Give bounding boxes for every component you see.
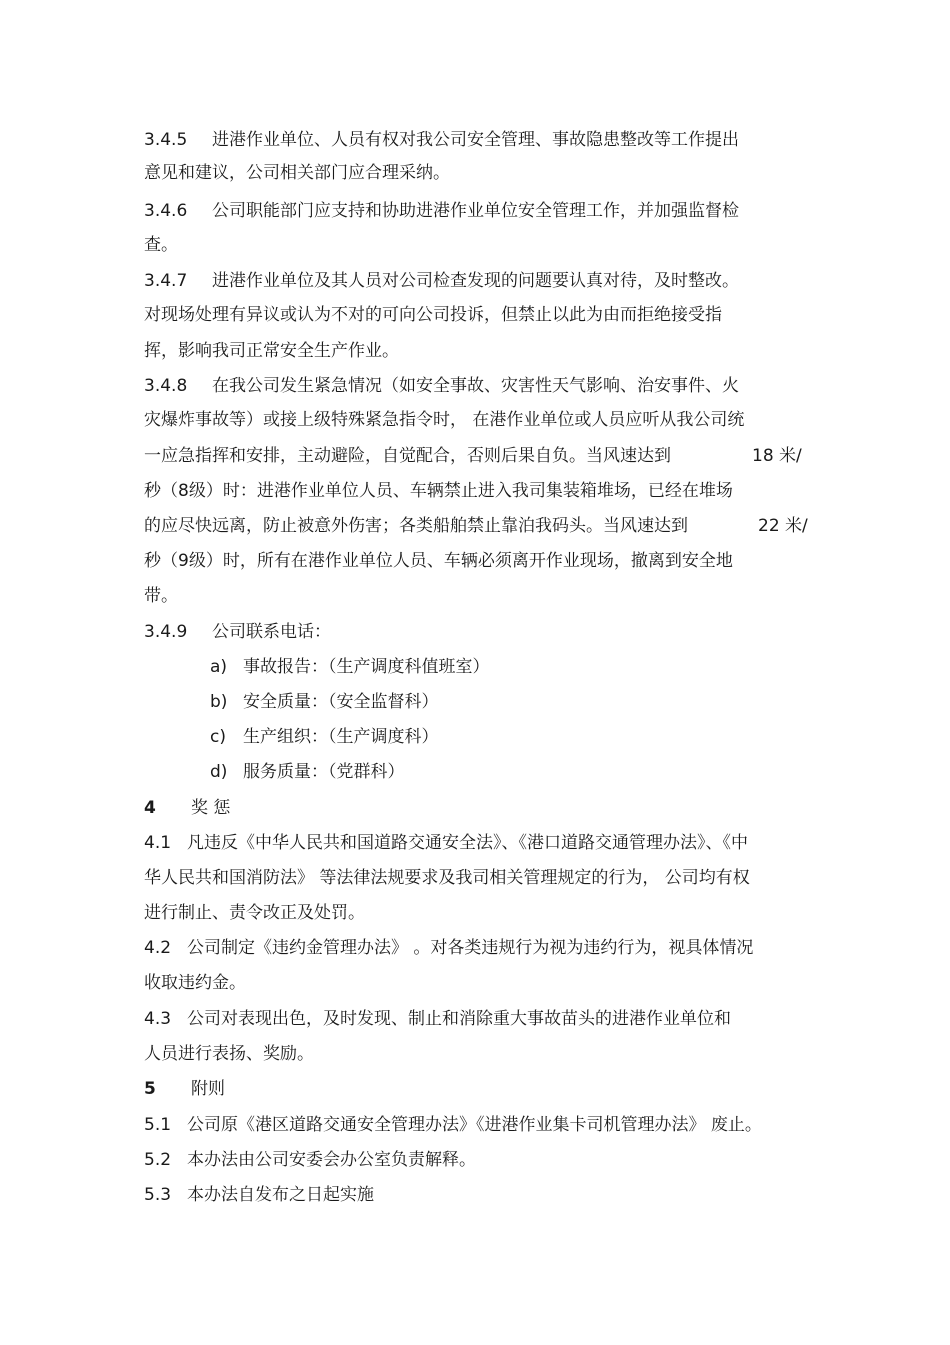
clause-text: 公司职能部门应支持和协助进港作业单位安全管理工作，并加强监督检 (212, 201, 739, 221)
clause-text: 公司联系电话： (212, 622, 331, 642)
clause-text: 进港作业单位及其人员对公司检查发现的问题要认真对待，及时整改。 (212, 271, 739, 291)
list-marker: d) (210, 762, 228, 782)
clause-3-4-5-line-2: 意见和建议，公司相关部门应合理采纳。 (144, 163, 450, 183)
wind-speed-18: 18 米/ (752, 446, 802, 466)
list-marker: a) (210, 657, 228, 677)
contact-text: 事故报告：（生产调度科值班室） (243, 657, 490, 677)
clause-3-4-8-line-2: 灾爆炸事故等）或接上级特殊紧急指令时， 在港作业单位或人员应听从我公司统 (144, 410, 745, 430)
clause-number: 3.4.8 (144, 376, 188, 396)
clause-text: 公司原《港区道路交通安全管理办法》《进港作业集卡司机管理办法》 废止。 (187, 1115, 762, 1135)
clause-4-2-line-2: 收取违约金。 (144, 973, 246, 993)
contact-item-c (210, 725, 439, 749)
clause-text: 凡违反《中华人民共和国道路交通安全法》、《港口道路交通管理办法》、《中 (187, 833, 748, 853)
list-marker: b) (210, 692, 228, 712)
clause-3-4-8-line-5: 的应尽快远离，防止被意外伤害；各类船舶禁止靠泊我码头。当风速达到 (144, 516, 688, 536)
clause-3-4-8-line-7: 带。 (144, 586, 178, 606)
section-number: 5 (144, 1079, 156, 1099)
wind-speed-22: 22 米/ (758, 516, 808, 536)
section-title: 附则 (191, 1079, 225, 1099)
clause-3-4-7-line-1 (144, 269, 739, 293)
clause-text: 进港作业单位、人员有权对我公司安全管理、事故隐患整改等工作提出 (212, 130, 739, 150)
contact-text: 安全质量：（安全监督科） (243, 692, 439, 712)
clause-3-4-7-line-2: 对现场处理有异议或认为不对的可向公司投诉，但禁止以此为由而拒绝接受指 (144, 305, 722, 325)
contact-text: 服务质量：（党群科） (243, 762, 405, 782)
clause-3-4-6-line-1 (144, 199, 739, 223)
clause-3-4-8-line-1 (144, 374, 739, 398)
clause-4-3-line-1 (144, 1007, 731, 1031)
clause-5-3 (144, 1183, 374, 1207)
clause-3-4-8-line-4: 秒（8级）时：进港作业单位人员、车辆禁止进入我司集装箱堆场，已经在堆场 (144, 481, 733, 501)
section-4-heading (144, 796, 230, 820)
clause-3-4-8-line-3: 一应急指挥和安排，主动避险，自觉配合，否则后果自负。当风速达到 (144, 446, 671, 466)
contact-item-a (210, 655, 490, 679)
clause-number: 3.4.9 (144, 622, 188, 642)
clause-text: 在我公司发生紧急情况（如安全事故、灾害性天气影响、治安事件、火 (212, 376, 739, 396)
contact-item-d (210, 760, 405, 784)
clause-3-4-8-line-6: 秒（9级）时，所有在港作业单位人员、车辆必须离开作业现场，撤离到安全地 (144, 551, 733, 571)
clause-text: 本办法由公司安委会办公室负责解释。 (187, 1150, 476, 1170)
clause-3-4-6-line-2: 查。 (144, 235, 178, 255)
section-5-heading (144, 1077, 225, 1101)
clause-5-2 (144, 1148, 476, 1172)
clause-number: 4.2 (144, 938, 172, 958)
clause-5-1 (144, 1113, 762, 1137)
contact-item-b (210, 690, 439, 714)
section-number: 4 (144, 798, 156, 818)
list-marker: c) (210, 727, 226, 747)
clause-3-4-7-line-3: 挥，影响我司正常安全生产作业。 (144, 341, 399, 361)
clause-4-1-line-2: 华人民共和国消防法》 等法律法规要求及我司相关管理规定的行为， 公司均有权 (144, 868, 750, 888)
clause-4-1-line-3: 进行制止、责令改正及处罚。 (144, 903, 365, 923)
clause-text: 本办法自发布之日起实施 (187, 1185, 374, 1205)
clause-number: 5.3 (144, 1185, 172, 1205)
clause-4-3-line-2: 人员进行表扬、奖励。 (144, 1044, 314, 1064)
clause-text: 公司对表现出色，及时发现、制止和消除重大事故苗头的进港作业单位和 (187, 1009, 731, 1029)
clause-4-1-line-1 (144, 831, 748, 855)
clause-number: 3.4.5 (144, 130, 188, 150)
clause-3-4-9-line-1 (144, 620, 331, 644)
contact-text: 生产组织：（生产调度科） (243, 727, 439, 747)
clause-number: 5.2 (144, 1150, 172, 1170)
clause-text: 公司制定《违约金管理办法》 。对各类违规行为视为违约行为，视具体情况 (187, 938, 754, 958)
clause-4-2-line-1 (144, 936, 753, 960)
clause-3-4-5-line-1 (144, 128, 739, 152)
clause-number: 3.4.7 (144, 271, 188, 291)
clause-number: 4.3 (144, 1009, 172, 1029)
clause-number: 3.4.6 (144, 201, 188, 221)
clause-number: 5.1 (144, 1115, 172, 1135)
section-title: 奖 惩 (191, 798, 231, 818)
clause-number: 4.1 (144, 833, 172, 853)
